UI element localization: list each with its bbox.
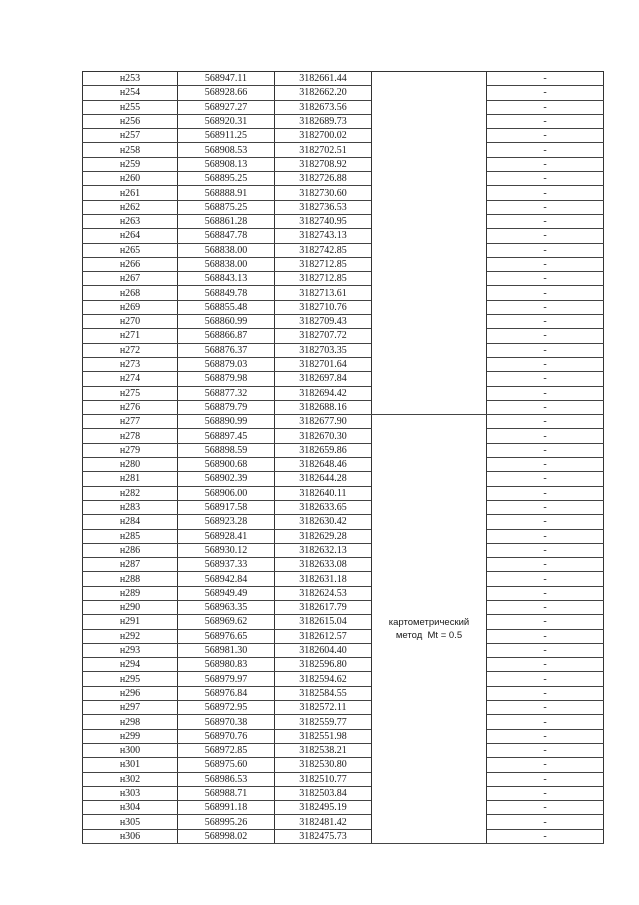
coordinates-sheet	[82, 71, 600, 844]
point-name-cell: н276	[83, 400, 178, 414]
dash-cell: -	[487, 286, 604, 300]
table-row	[83, 643, 604, 657]
y-coordinate-cell: 3182630.42	[275, 515, 372, 529]
y-coordinate-cell: 3182640.11	[275, 486, 372, 500]
x-coordinate-cell: 568975.60	[178, 758, 275, 772]
y-coordinate-cell: 3182559.77	[275, 715, 372, 729]
x-coordinate-cell: 568900.68	[178, 458, 275, 472]
dash-cell: -	[487, 357, 604, 371]
point-name-cell: н265	[83, 243, 178, 257]
x-coordinate-cell: 568928.41	[178, 529, 275, 543]
table-row	[83, 543, 604, 557]
x-coordinate-cell: 568847.78	[178, 229, 275, 243]
dash-cell: -	[487, 686, 604, 700]
x-coordinate-cell: 568875.25	[178, 200, 275, 214]
x-coordinate-cell: 568947.11	[178, 72, 275, 86]
table-row	[83, 214, 604, 228]
table-row	[83, 243, 604, 257]
table-row	[83, 300, 604, 314]
table-row	[83, 658, 604, 672]
table-row	[83, 458, 604, 472]
point-name-cell: н277	[83, 415, 178, 429]
y-coordinate-cell: 3182632.13	[275, 543, 372, 557]
point-name-cell: н296	[83, 686, 178, 700]
table-row	[83, 286, 604, 300]
x-coordinate-cell: 568970.38	[178, 715, 275, 729]
dash-cell: -	[487, 672, 604, 686]
dash-cell: -	[487, 243, 604, 257]
table-row	[83, 357, 604, 371]
dash-cell: -	[487, 400, 604, 414]
x-coordinate-cell: 568976.84	[178, 686, 275, 700]
method-cell	[372, 415, 487, 844]
table-row	[83, 743, 604, 757]
dash-cell: -	[487, 143, 604, 157]
x-coordinate-cell: 568895.25	[178, 172, 275, 186]
table-row	[83, 186, 604, 200]
x-coordinate-cell: 568879.79	[178, 400, 275, 414]
point-name-cell: н284	[83, 515, 178, 529]
dash-cell: -	[487, 558, 604, 572]
y-coordinate-cell: 3182495.19	[275, 801, 372, 815]
y-coordinate-cell: 3182712.85	[275, 272, 372, 286]
point-name-cell: н283	[83, 500, 178, 514]
dash-cell: -	[487, 786, 604, 800]
point-name-cell: н269	[83, 300, 178, 314]
dash-cell: -	[487, 658, 604, 672]
y-coordinate-cell: 3182615.04	[275, 615, 372, 629]
x-coordinate-cell: 568949.49	[178, 586, 275, 600]
x-coordinate-cell: 568980.83	[178, 658, 275, 672]
y-coordinate-cell: 3182584.55	[275, 686, 372, 700]
dash-cell: -	[487, 715, 604, 729]
dash-cell: -	[487, 300, 604, 314]
dash-cell: -	[487, 172, 604, 186]
x-coordinate-cell: 568908.53	[178, 143, 275, 157]
point-name-cell: н253	[83, 72, 178, 86]
y-coordinate-cell: 3182701.64	[275, 357, 372, 371]
table-row	[83, 815, 604, 829]
dash-cell: -	[487, 829, 604, 843]
x-coordinate-cell: 568861.28	[178, 214, 275, 228]
dash-cell: -	[487, 214, 604, 228]
y-coordinate-cell: 3182702.51	[275, 143, 372, 157]
coordinates-table-body	[83, 72, 604, 844]
y-coordinate-cell: 3182631.18	[275, 572, 372, 586]
method-cell-empty	[372, 72, 487, 415]
point-name-cell: н267	[83, 272, 178, 286]
dash-cell: -	[487, 758, 604, 772]
dash-cell: -	[487, 743, 604, 757]
x-coordinate-cell: 568923.28	[178, 515, 275, 529]
dash-cell: -	[487, 815, 604, 829]
point-name-cell: н288	[83, 572, 178, 586]
y-coordinate-cell: 3182677.90	[275, 415, 372, 429]
dash-cell: -	[487, 572, 604, 586]
dash-cell: -	[487, 515, 604, 529]
x-coordinate-cell: 568917.58	[178, 500, 275, 514]
x-coordinate-cell: 568928.66	[178, 86, 275, 100]
point-name-cell: н264	[83, 229, 178, 243]
x-coordinate-cell: 568942.84	[178, 572, 275, 586]
y-coordinate-cell: 3182710.76	[275, 300, 372, 314]
point-name-cell: н289	[83, 586, 178, 600]
table-row	[83, 72, 604, 86]
table-row	[83, 558, 604, 572]
x-coordinate-cell: 568860.99	[178, 315, 275, 329]
table-row	[83, 157, 604, 171]
table-row	[83, 100, 604, 114]
dash-cell: -	[487, 629, 604, 643]
dash-cell: -	[487, 729, 604, 743]
coordinates-table	[82, 71, 604, 844]
x-coordinate-cell: 568995.26	[178, 815, 275, 829]
table-row	[83, 600, 604, 614]
y-coordinate-cell: 3182707.72	[275, 329, 372, 343]
dash-cell: -	[487, 529, 604, 543]
point-name-cell: н285	[83, 529, 178, 543]
x-coordinate-cell: 568970.76	[178, 729, 275, 743]
dash-cell: -	[487, 615, 604, 629]
table-row	[83, 386, 604, 400]
y-coordinate-cell: 3182633.65	[275, 500, 372, 514]
dash-cell: -	[487, 129, 604, 143]
y-coordinate-cell: 3182708.92	[275, 157, 372, 171]
point-name-cell: н273	[83, 357, 178, 371]
dash-cell: -	[487, 543, 604, 557]
y-coordinate-cell: 3182688.16	[275, 400, 372, 414]
table-row	[83, 615, 604, 629]
table-row	[83, 500, 604, 514]
y-coordinate-cell: 3182726.88	[275, 172, 372, 186]
y-coordinate-cell: 3182596.80	[275, 658, 372, 672]
point-name-cell: н280	[83, 458, 178, 472]
table-row	[83, 515, 604, 529]
point-name-cell: н306	[83, 829, 178, 843]
y-coordinate-cell: 3182644.28	[275, 472, 372, 486]
x-coordinate-cell: 568979.97	[178, 672, 275, 686]
table-row	[83, 200, 604, 214]
x-coordinate-cell: 568897.45	[178, 429, 275, 443]
y-coordinate-cell: 3182712.85	[275, 257, 372, 271]
y-coordinate-cell: 3182670.30	[275, 429, 372, 443]
table-row	[83, 629, 604, 643]
dash-cell: -	[487, 415, 604, 429]
table-row	[83, 829, 604, 843]
table-row	[83, 486, 604, 500]
dash-cell: -	[487, 272, 604, 286]
dash-cell: -	[487, 100, 604, 114]
point-name-cell: н254	[83, 86, 178, 100]
x-coordinate-cell: 568902.39	[178, 472, 275, 486]
y-coordinate-cell: 3182736.53	[275, 200, 372, 214]
dash-cell: -	[487, 472, 604, 486]
table-row	[83, 257, 604, 271]
table-row	[83, 758, 604, 772]
point-name-cell: н270	[83, 315, 178, 329]
dash-cell: -	[487, 329, 604, 343]
table-row	[83, 143, 604, 157]
y-coordinate-cell: 3182617.79	[275, 600, 372, 614]
x-coordinate-cell: 568911.25	[178, 129, 275, 143]
x-coordinate-cell: 568920.31	[178, 114, 275, 128]
x-coordinate-cell: 568855.48	[178, 300, 275, 314]
x-coordinate-cell: 568838.00	[178, 257, 275, 271]
point-name-cell: н299	[83, 729, 178, 743]
dash-cell: -	[487, 200, 604, 214]
point-name-cell: н260	[83, 172, 178, 186]
table-row	[83, 801, 604, 815]
point-name-cell: н261	[83, 186, 178, 200]
x-coordinate-cell: 568927.27	[178, 100, 275, 114]
x-coordinate-cell: 568981.30	[178, 643, 275, 657]
dash-cell: -	[487, 500, 604, 514]
point-name-cell: н302	[83, 772, 178, 786]
y-coordinate-cell: 3182694.42	[275, 386, 372, 400]
point-name-cell: н262	[83, 200, 178, 214]
point-name-cell: н298	[83, 715, 178, 729]
x-coordinate-cell: 568937.33	[178, 558, 275, 572]
point-name-cell: н275	[83, 386, 178, 400]
point-name-cell: н297	[83, 701, 178, 715]
point-name-cell: н255	[83, 100, 178, 114]
y-coordinate-cell: 3182662.20	[275, 86, 372, 100]
y-coordinate-cell: 3182648.46	[275, 458, 372, 472]
x-coordinate-cell: 568972.95	[178, 701, 275, 715]
dash-cell: -	[487, 600, 604, 614]
dash-cell: -	[487, 186, 604, 200]
point-name-cell: н286	[83, 543, 178, 557]
x-coordinate-cell: 568888.91	[178, 186, 275, 200]
point-name-cell: н293	[83, 643, 178, 657]
table-row	[83, 686, 604, 700]
x-coordinate-cell: 568986.53	[178, 772, 275, 786]
point-name-cell: н294	[83, 658, 178, 672]
table-row	[83, 472, 604, 486]
point-name-cell: н281	[83, 472, 178, 486]
dash-cell: -	[487, 315, 604, 329]
point-name-cell: н304	[83, 801, 178, 815]
dash-cell: -	[487, 701, 604, 715]
y-coordinate-cell: 3182742.85	[275, 243, 372, 257]
table-row	[83, 343, 604, 357]
point-name-cell: н259	[83, 157, 178, 171]
x-coordinate-cell: 568849.78	[178, 286, 275, 300]
point-name-cell: н274	[83, 372, 178, 386]
x-coordinate-cell: 568963.35	[178, 600, 275, 614]
x-coordinate-cell: 568998.02	[178, 829, 275, 843]
table-row	[83, 786, 604, 800]
dash-cell: -	[487, 372, 604, 386]
table-row	[83, 715, 604, 729]
x-coordinate-cell: 568838.00	[178, 243, 275, 257]
x-coordinate-cell: 568866.87	[178, 329, 275, 343]
point-name-cell: н256	[83, 114, 178, 128]
y-coordinate-cell: 3182703.35	[275, 343, 372, 357]
x-coordinate-cell: 568890.99	[178, 415, 275, 429]
dash-cell: -	[487, 86, 604, 100]
y-coordinate-cell: 3182743.13	[275, 229, 372, 243]
y-coordinate-cell: 3182612.57	[275, 629, 372, 643]
y-coordinate-cell: 3182551.98	[275, 729, 372, 743]
dash-cell: -	[487, 343, 604, 357]
table-row	[83, 229, 604, 243]
method-text-line-1: картометрический	[388, 617, 470, 629]
table-row	[83, 701, 604, 715]
y-coordinate-cell: 3182538.21	[275, 743, 372, 757]
dash-cell: -	[487, 114, 604, 128]
point-name-cell: н278	[83, 429, 178, 443]
table-row	[83, 572, 604, 586]
x-coordinate-cell: 568988.71	[178, 786, 275, 800]
point-name-cell: н272	[83, 343, 178, 357]
y-coordinate-cell: 3182572.11	[275, 701, 372, 715]
x-coordinate-cell: 568898.59	[178, 443, 275, 457]
dash-cell: -	[487, 72, 604, 86]
y-coordinate-cell: 3182697.84	[275, 372, 372, 386]
point-name-cell: н257	[83, 129, 178, 143]
y-coordinate-cell: 3182475.73	[275, 829, 372, 843]
dash-cell: -	[487, 486, 604, 500]
point-name-cell: н282	[83, 486, 178, 500]
point-name-cell: н279	[83, 443, 178, 457]
point-name-cell: н287	[83, 558, 178, 572]
point-name-cell: н303	[83, 786, 178, 800]
x-coordinate-cell: 568908.13	[178, 157, 275, 171]
dash-cell: -	[487, 643, 604, 657]
table-row	[83, 443, 604, 457]
x-coordinate-cell: 568991.18	[178, 801, 275, 815]
table-row	[83, 129, 604, 143]
y-coordinate-cell: 3182624.53	[275, 586, 372, 600]
point-name-cell: н305	[83, 815, 178, 829]
y-coordinate-cell: 3182673.56	[275, 100, 372, 114]
point-name-cell: н266	[83, 257, 178, 271]
point-name-cell: н268	[83, 286, 178, 300]
table-row	[83, 372, 604, 386]
x-coordinate-cell: 568930.12	[178, 543, 275, 557]
y-coordinate-cell: 3182594.62	[275, 672, 372, 686]
point-name-cell: н295	[83, 672, 178, 686]
point-name-cell: н291	[83, 615, 178, 629]
x-coordinate-cell: 568876.37	[178, 343, 275, 357]
table-row	[83, 400, 604, 414]
table-row	[83, 586, 604, 600]
y-coordinate-cell: 3182689.73	[275, 114, 372, 128]
dash-cell: -	[487, 429, 604, 443]
x-coordinate-cell: 568906.00	[178, 486, 275, 500]
table-row	[83, 429, 604, 443]
table-row	[83, 772, 604, 786]
dash-cell: -	[487, 386, 604, 400]
y-coordinate-cell: 3182629.28	[275, 529, 372, 543]
x-coordinate-cell: 568877.32	[178, 386, 275, 400]
point-name-cell: н292	[83, 629, 178, 643]
table-row	[83, 86, 604, 100]
y-coordinate-cell: 3182503.84	[275, 786, 372, 800]
y-coordinate-cell: 3182604.40	[275, 643, 372, 657]
y-coordinate-cell: 3182709.43	[275, 315, 372, 329]
dash-cell: -	[487, 772, 604, 786]
dash-cell: -	[487, 229, 604, 243]
dash-cell: -	[487, 157, 604, 171]
table-row	[83, 529, 604, 543]
method-text-line-2: метод Mt = 0.5	[395, 630, 463, 642]
table-row	[83, 415, 604, 429]
dash-cell: -	[487, 443, 604, 457]
table-row	[83, 272, 604, 286]
table-row	[83, 114, 604, 128]
dash-cell: -	[487, 801, 604, 815]
table-row	[83, 329, 604, 343]
point-name-cell: н300	[83, 743, 178, 757]
x-coordinate-cell: 568972.85	[178, 743, 275, 757]
y-coordinate-cell: 3182530.80	[275, 758, 372, 772]
x-coordinate-cell: 568879.03	[178, 357, 275, 371]
y-coordinate-cell: 3182481.42	[275, 815, 372, 829]
y-coordinate-cell: 3182713.61	[275, 286, 372, 300]
point-name-cell: н301	[83, 758, 178, 772]
y-coordinate-cell: 3182510.77	[275, 772, 372, 786]
dash-cell: -	[487, 458, 604, 472]
x-coordinate-cell: 568976.65	[178, 629, 275, 643]
point-name-cell: н271	[83, 329, 178, 343]
table-row	[83, 672, 604, 686]
y-coordinate-cell: 3182700.02	[275, 129, 372, 143]
point-name-cell: н263	[83, 214, 178, 228]
table-row	[83, 729, 604, 743]
y-coordinate-cell: 3182661.44	[275, 72, 372, 86]
y-coordinate-cell: 3182740.95	[275, 214, 372, 228]
x-coordinate-cell: 568969.62	[178, 615, 275, 629]
point-name-cell: н290	[83, 600, 178, 614]
x-coordinate-cell: 568843.13	[178, 272, 275, 286]
table-row	[83, 315, 604, 329]
dash-cell: -	[487, 586, 604, 600]
y-coordinate-cell: 3182633.08	[275, 558, 372, 572]
point-name-cell: н258	[83, 143, 178, 157]
table-row	[83, 172, 604, 186]
x-coordinate-cell: 568879.98	[178, 372, 275, 386]
y-coordinate-cell: 3182659.86	[275, 443, 372, 457]
dash-cell: -	[487, 257, 604, 271]
y-coordinate-cell: 3182730.60	[275, 186, 372, 200]
